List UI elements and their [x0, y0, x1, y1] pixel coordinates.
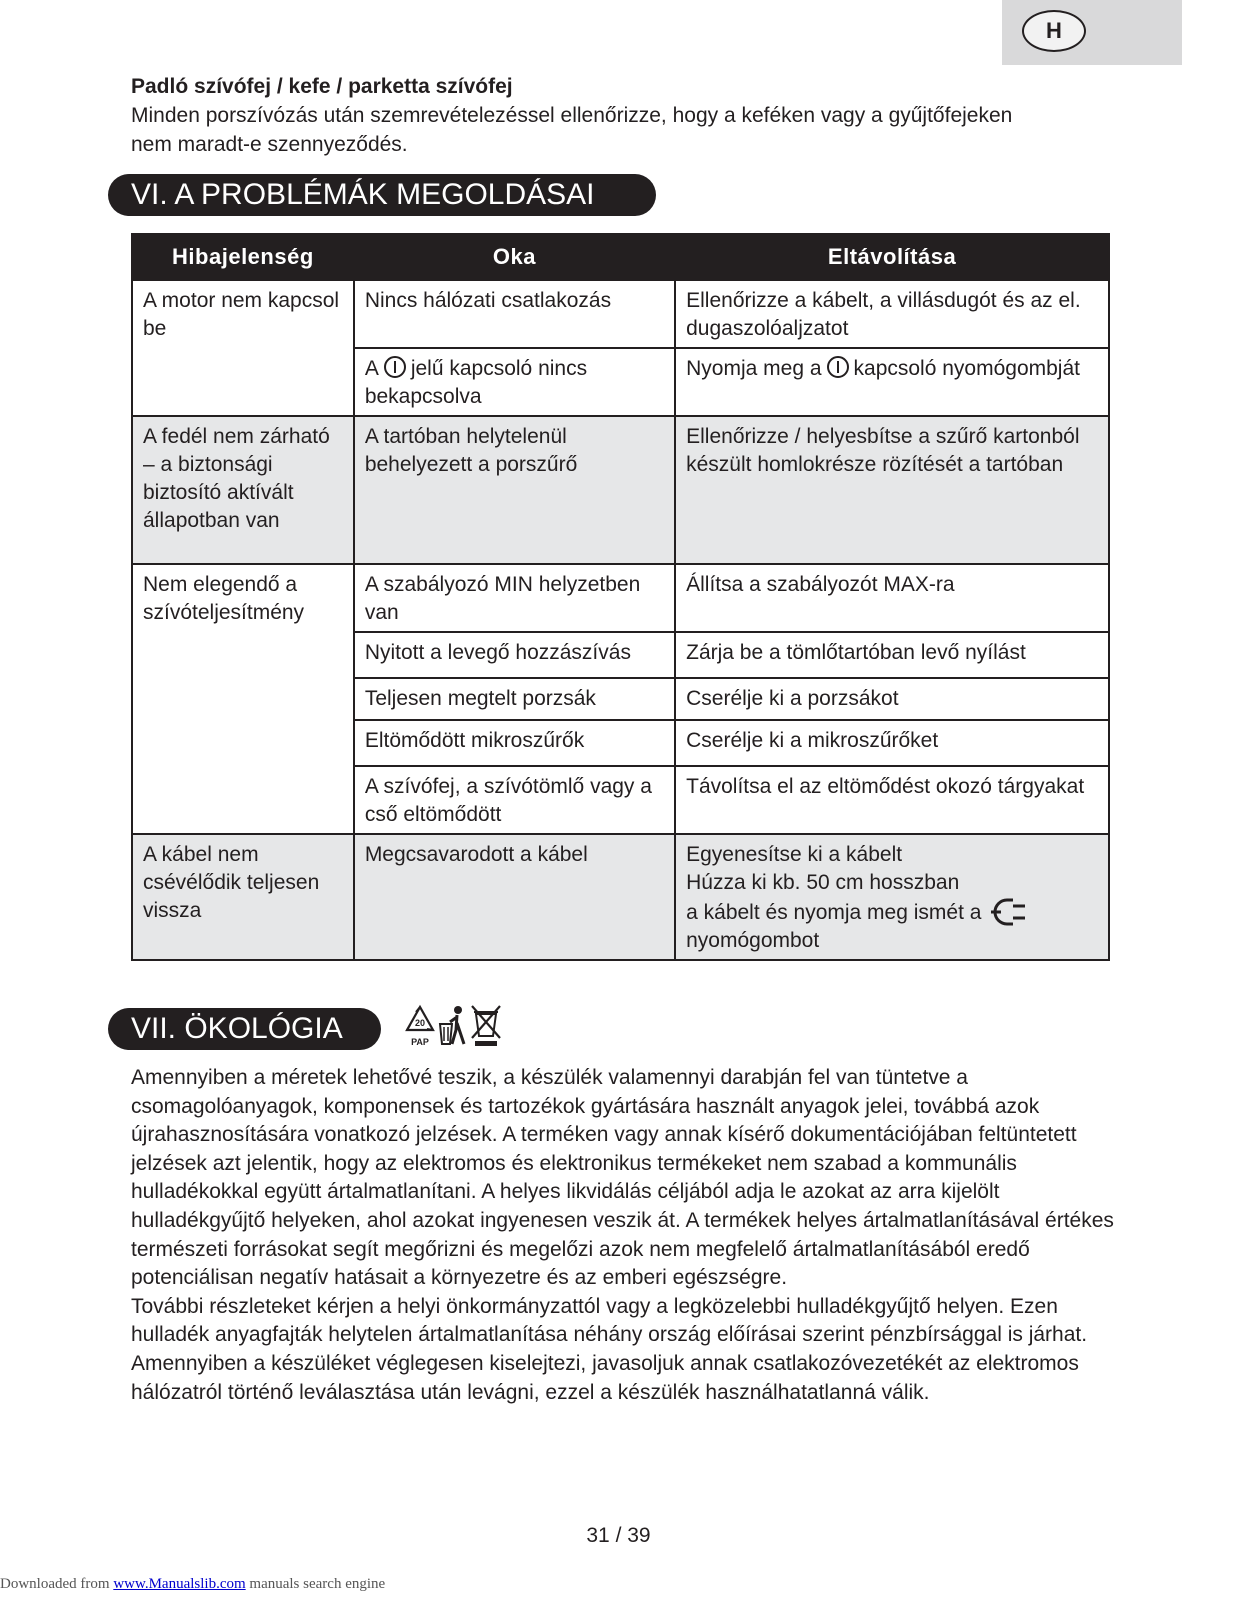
remedy-cell: Cserélje ki a porzsákot — [675, 678, 1109, 720]
cause-cell: Nyitott a levegő hozzászívás — [354, 632, 675, 678]
cause-cell: A szívófej, a szívótömlő vagy a cső eltömődött — [354, 766, 675, 834]
download-footer: Downloaded from www.Manualslib.com manuals search engine — [0, 1576, 386, 1592]
ecology-text — [131, 1064, 1121, 1407]
power-icon — [384, 356, 406, 378]
section-title-ecology: VII. ÖKOLÓGIA — [108, 1008, 381, 1050]
manualslib-link[interactable]: www.Manualslib.com — [113, 1576, 246, 1592]
symptom-cell: A motor nem kapcsol be — [132, 280, 354, 416]
header-symptom: Hibajelenség — [132, 234, 354, 280]
remedy-cell: Ellenőrizze a kábelt, a villásdugót és az el. dugaszolóaljzatot — [675, 280, 1109, 348]
cause-cell: Eltömődött mikroszűrők — [354, 720, 675, 766]
cause-cell: Megcsavarodott a kábel — [354, 834, 675, 960]
weee-crossed-bin-icon — [472, 1006, 500, 1046]
cable-rewind-icon — [989, 897, 1027, 927]
ecology-paragraph-2: További részleteket kérjen a helyi önkormányzattól vagy a legközelebbi hulladékgyűjtő helyen. Ezen hulladék anyagfajták helytelen ártalmatlanítása néhány ország előírásai szerint pénzbírsággal is járhat. Amennyiben a készüléket véglegesen kiselejtezi, javasoljuk annak csatlakozóvezetékét az elektromos hálózatról történő leválasztása után levágni, ezzel a készülék használhatatlanná válik. — [131, 1294, 1088, 1404]
symptom-cell: A fedél nem zárható – a biztonsági biztosító aktívált állapotban van — [132, 416, 354, 564]
intro-block — [131, 72, 1031, 159]
intro-text: Minden porszívózás után szemrevételezéssel ellenőrizze, hogy a keféken vagy a gyűjtőfejeken nem maradt-e szennyeződés. — [131, 104, 1013, 156]
symptom-cell: A kábel nem csévélődik teljesen vissza — [132, 834, 354, 960]
power-icon — [827, 356, 849, 378]
table-row — [132, 280, 1109, 348]
remedy-cell: Zárja be a tömlőtartóban levő nyílást — [675, 632, 1109, 678]
header-cause: Oka — [354, 234, 675, 280]
table-row — [132, 564, 1109, 632]
table-row — [132, 416, 1109, 564]
remedy-cell: Állítsa a szabályozót MAX-ra — [675, 564, 1109, 632]
remedy-cell: Távolítsa el az eltömődést okozó tárgyakat — [675, 766, 1109, 834]
language-label: H — [1022, 10, 1086, 52]
page-number: 31 / 39 — [586, 1524, 651, 1547]
cause-cell: Teljesen megtelt porzsák — [354, 678, 675, 720]
svg-text:PAP: PAP — [411, 1037, 429, 1047]
section-title-troubleshooting: VI. A PROBLÉMÁK MEGOLDÁSAI — [108, 174, 656, 216]
troubleshooting-table — [131, 233, 1110, 961]
table-row — [132, 834, 1109, 960]
ecology-paragraph-1: Amennyiben a méretek lehetővé teszik, a készülék valamennyi darabján fel van tüntetve a csomagolóanyagok, komponensek és tartozékok gyártására használt anyagok jelei, továbbá azok újrahasznosítására vonatkozó jelzések. A terméken vagy annak kísérő dokumentációjában feltüntetett jelzések azt jelentik, hogy az elektromos és elektronikus termékeket nem szabad a kommunális hulladékokkal együtt ártalmatlanítani. A helyes likvidálás céljából adja le azokat az arra kijelölt hulladékgyűjtő helyeken, ahol azokat ingyenesen veszik át. A termékek helyes ártalmatlanításával értékes természeti forrásokat segít megőrizni és megelőzi azok nem megfelelő ártalmatlanításából eredő potenciálisan negatív hatásait a környezetre és az emberi egészségre. — [131, 1066, 1114, 1290]
cause-cell: A jelű kapcsoló nincs bekapcsolva — [354, 348, 675, 416]
cause-cell: A szabályozó MIN helyzetben van — [354, 564, 675, 632]
remedy-cell: Nyomja meg a kapcsoló nyomógombját — [675, 348, 1109, 416]
remedy-cell: Egyenesítse ki a kábelt Húzza ki kb. 50 cm hosszban a kábelt és nyomja meg ismét a nyomógombot — [675, 834, 1109, 960]
tidyman-icon — [440, 1006, 464, 1044]
cause-cell: A tartóban helytelenül behelyezett a porszűrő — [354, 416, 675, 564]
table-header-row — [132, 234, 1109, 280]
symptom-cell: Nem elegendő a szívóteljesítmény — [132, 564, 354, 834]
remedy-cell: Ellenőrizze / helyesbítse a szűrő kartonból készült homlokrésze rözítését a tartóban — [675, 416, 1109, 564]
svg-text:20: 20 — [414, 1018, 426, 1028]
remedy-cell: Cserélje ki a mikroszűrőket — [675, 720, 1109, 766]
cause-cell: Nincs hálózati csatlakozás — [354, 280, 675, 348]
header-remedy: Eltávolítása — [675, 234, 1109, 280]
intro-heading: Padló szívófej / kefe / parketta szívófej — [131, 75, 513, 98]
language-tab — [1002, 0, 1182, 65]
recycling-pap-icon — [407, 1007, 433, 1047]
ecology-icons — [404, 1004, 512, 1048]
